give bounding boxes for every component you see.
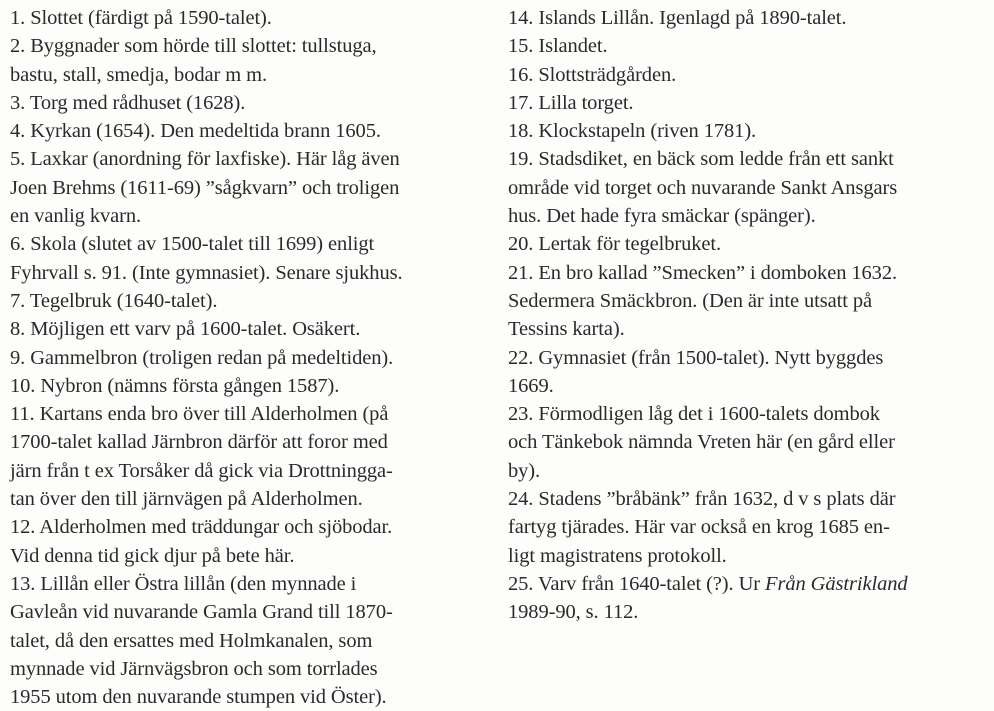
text-line: 21. En bro kallad ”Smecken” i domboken 1632.	[508, 261, 897, 284]
text-line: 1. Slottet (färdigt på 1590-talet).	[10, 7, 272, 29]
text-line: 6. Skola (slutet av 1500-talet till 1699) enligt	[10, 233, 375, 256]
text-line: 5. Laxkar (anordning för laxfiske). Här låg även	[10, 148, 400, 171]
text-line: Gavleån vid nuvarande Gamla Grand till 1870-	[10, 601, 393, 624]
text-line: 12. Alderholmen med träddungar och sjöbodar.	[10, 516, 393, 539]
text-line: 14. Islands Lillån. Igenlagd på 1890-talet.	[508, 7, 847, 29]
text-line: 7. Tegelbruk (1640-talet).	[10, 289, 218, 312]
text-line: 22. Gymnasiet (från 1500-talet). Nytt byggdes	[508, 346, 884, 369]
text-line: Vid denna tid gick djur på bete här.	[10, 544, 295, 567]
text-line: 19. Stadsdiket, en bäck som ledde från ett sankt	[508, 148, 894, 171]
text-line: 4. Kyrkan (1654). Den medeltida brann 1605.	[10, 120, 381, 143]
citation-source-title: Från Gästrikland	[765, 572, 908, 595]
text-line: 1700-talet kallad Järnbron därför att foror med	[10, 431, 388, 454]
text-line: Joen Brehms (1611-69) ”sågkvarn” och troligen	[10, 176, 400, 199]
text-line: Tessins karta).	[508, 318, 625, 341]
text-line: och Tänkebok nämnda Vreten här (en gård eller	[508, 431, 895, 454]
text-line: 1955 utom den nuvarande stumpen vid Öster).	[10, 686, 387, 709]
text-line: 3. Torg med rådhuset (1628).	[10, 91, 246, 114]
citation-line	[508, 570, 988, 598]
text-line: en vanlig kvarn.	[10, 205, 142, 228]
text-line: by).	[508, 459, 541, 482]
right-column	[508, 4, 988, 627]
text-line: 17. Lilla torget.	[508, 91, 634, 114]
text-line: ligt magistratens protokoll.	[508, 544, 727, 567]
text-line: järn från t ex Torsåker då gick via Drottningga-	[10, 459, 393, 482]
citation-prefix: 25. Varv från 1640-talet (?). Ur	[508, 572, 766, 595]
text-line: 10. Nybron (nämns första gången 1587).	[10, 374, 340, 397]
text-line: bastu, stall, smedja, bodar m m.	[10, 63, 267, 86]
text-line: 20. Lertak för tegelbruket.	[508, 233, 722, 256]
text-line: 16. Slottsträdgården.	[508, 63, 677, 86]
text-line: 8. Möjligen ett varv på 1600-talet. Osäkert.	[10, 318, 361, 341]
text-line: 2. Byggnader som hörde till slottet: tullstuga,	[10, 35, 377, 58]
text-line: 13. Lillån eller Östra lillån (den mynnade i	[10, 572, 357, 595]
left-column	[10, 4, 480, 711]
citation-line-2: 1989-90, s. 112.	[508, 601, 639, 624]
text-line: 23. Förmodligen låg det i 1600-talets dombok	[508, 403, 880, 426]
text-line: fartyg tjärades. Här var också en krog 1685 en-	[508, 516, 890, 539]
text-line: Fyhrvall s. 91. (Inte gymnasiet). Senare sjukhus.	[10, 261, 403, 284]
text-line: tan över den till järnvägen på Alderholmen.	[10, 488, 363, 511]
text-line: 9. Gammelbron (troligen redan på medeltiden).	[10, 346, 394, 369]
text-line: 1669.	[508, 374, 554, 397]
text-line: 24. Stadens ”bråbänk” från 1632, d v s plats där	[508, 488, 896, 511]
text-line: område vid torget och nuvarande Sankt Ansgars	[508, 176, 898, 199]
text-line: 15. Islandet.	[508, 35, 608, 58]
text-line: Sedermera Smäckbron. (Den är inte utsatt på	[508, 289, 872, 312]
text-line: hus. Det hade fyra smäckar (spänger).	[508, 205, 816, 228]
text-line: 11. Kartans enda bro över till Alderholmen (på	[10, 403, 389, 426]
text-line: mynnade vid Järnvägsbron och som torrlades	[10, 657, 378, 680]
text-line: 18. Klockstapeln (riven 1781).	[508, 120, 757, 143]
text-line: talet, då den ersattes med Holmkanalen, som	[10, 629, 373, 652]
